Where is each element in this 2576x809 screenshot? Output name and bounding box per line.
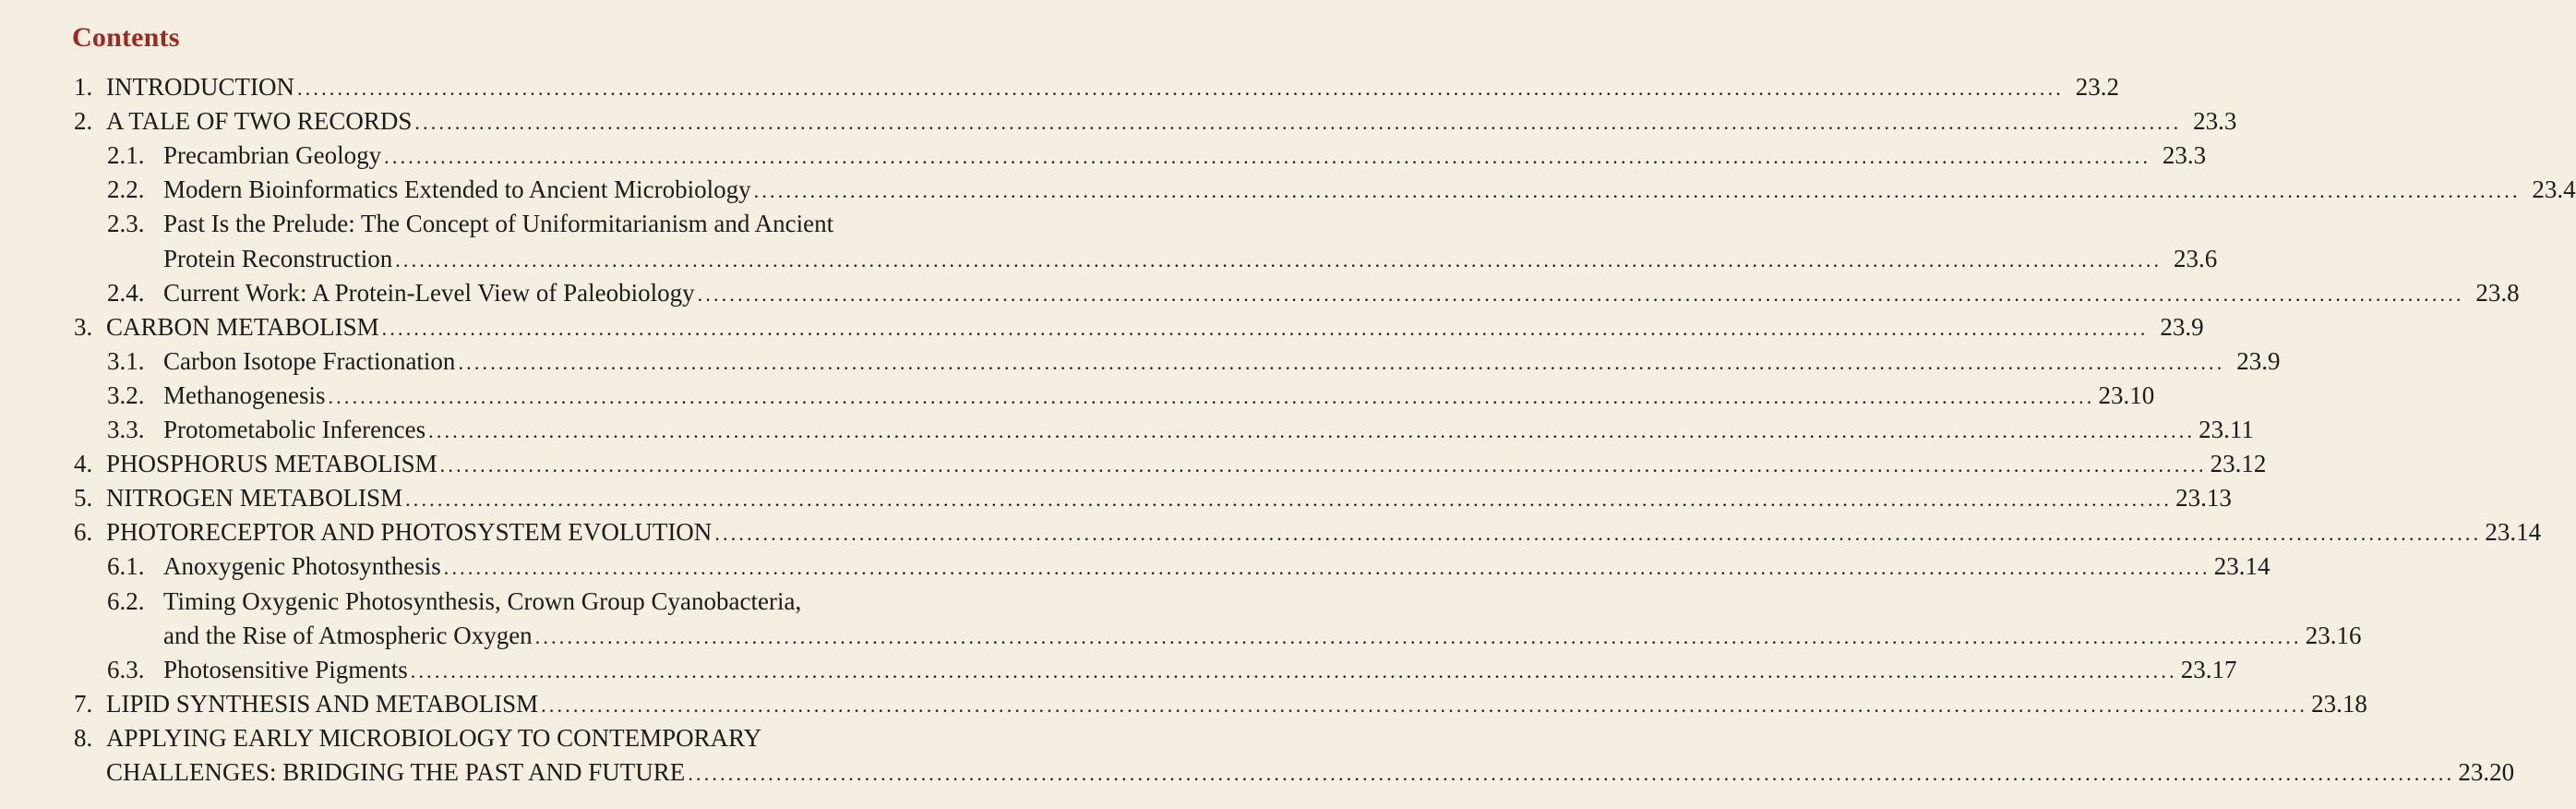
toc-page-number[interactable]: 23.14	[2213, 552, 2270, 581]
toc-entry-number: 6.1.	[107, 552, 145, 581]
toc-entry-title[interactable]: INTRODUCTION	[106, 73, 294, 101]
toc-page-number[interactable]: 23.17	[2180, 655, 2237, 683]
toc-entry-title[interactable]: PHOTORECEPTOR AND PHOTOSYSTEM EVOLUTION	[106, 518, 713, 547]
toc-entry[interactable]	[0, 139, 2207, 173]
toc-page-number[interactable]: 23.13	[2175, 484, 2232, 513]
toc-entry[interactable]	[0, 447, 2267, 481]
toc-entry-title-line1[interactable]: Timing Oxygenic Photosynthesis, Crown Group Cyanobacteria,	[163, 586, 802, 615]
toc-entry-title[interactable]: PHOSPHORUS METABOLISM	[106, 450, 437, 478]
toc-entry-number: 3.1.	[107, 346, 145, 375]
dot-leader: ............................................................................................................................................................................................................................	[296, 77, 2064, 100]
toc-entry-line1	[0, 721, 1108, 755]
toc-entry-title-line1[interactable]: Past Is the Prelude: The Concept of Uniformitarianism and Ancient	[163, 210, 834, 238]
toc-entry-number: 6.2.	[107, 586, 145, 615]
toc-entry-title[interactable]: CARBON METABOLISM	[106, 312, 379, 341]
toc-page-number[interactable]: 23.20	[2458, 758, 2515, 786]
toc-entry-number: 2.2.	[107, 175, 145, 204]
toc-entry-number: 3.3.	[107, 416, 145, 443]
dot-leader: ............................................................................................................................................................................................................................	[405, 488, 2173, 512]
dot-leader: ............................................................................................................................................................................................................................	[414, 111, 2182, 135]
toc-entry[interactable]	[0, 379, 2155, 413]
toc-page-number[interactable]: 23.6	[2173, 244, 2218, 272]
toc-entry-number: 6.3.	[107, 655, 145, 683]
dot-leader: ............................................................................................................................................................................................................................	[688, 762, 2455, 785]
toc-entry[interactable]	[0, 653, 2237, 687]
dot-leader: ............................................................................................................................................................................................................................	[428, 419, 2196, 442]
dot-leader: ............................................................................................................................................................................................................................	[328, 384, 2095, 408]
toc-entry-title[interactable]: Carbon Isotope Fractionation	[163, 346, 456, 375]
toc-entry-title[interactable]: Precambrian Geology	[163, 141, 382, 170]
toc-entry[interactable]	[0, 104, 2237, 139]
toc-entry-title[interactable]: and the Rise of Atmospheric Oxygen	[163, 621, 533, 649]
toc-entry[interactable]	[0, 173, 2576, 207]
contents-heading: Contents	[72, 22, 180, 53]
toc-entry-title[interactable]: Modern Bioinformatics Extended to Ancient Microbiology	[163, 175, 751, 204]
toc-entry-number: 2.1.	[107, 141, 145, 170]
toc-entry-title[interactable]: Protometabolic Inferences	[163, 416, 426, 443]
toc-entry[interactable]	[0, 310, 2204, 344]
toc-entry[interactable]	[0, 549, 2270, 584]
dot-leader: ............................................................................................................................................................................................................................	[384, 145, 2151, 169]
toc-entry-number: 1.	[74, 73, 93, 101]
toc-page-number[interactable]: 23.11	[2199, 416, 2254, 443]
toc-entry-title[interactable]: Protein Reconstruction	[163, 244, 393, 272]
toc-page-number[interactable]: 23.2	[2075, 73, 2119, 101]
toc-entry[interactable]	[0, 619, 2362, 653]
toc-entry-number: 4.	[74, 450, 93, 478]
dot-leader: ............................................................................................................................................................................................................................	[753, 179, 2521, 203]
toc-entry[interactable]	[0, 276, 2520, 310]
toc-entry-title[interactable]: NITROGEN METABOLISM	[106, 484, 403, 513]
toc-entry-number: 8.	[74, 723, 93, 752]
toc-page-number[interactable]: 23.9	[2236, 346, 2281, 375]
toc-page-number[interactable]: 23.3	[2193, 107, 2237, 136]
toc-page-number[interactable]: 23.10	[2098, 380, 2155, 409]
toc-page-number[interactable]: 23.4	[2532, 175, 2576, 204]
toc-entry-title-line1[interactable]: APPLYING EARLY MICROBIOLOGY TO CONTEMPORARY	[106, 723, 762, 752]
toc-entry-number: 3.2.	[107, 380, 145, 409]
toc-entry-title[interactable]: A TALE OF TWO RECORDS	[106, 107, 413, 136]
toc-entry-number: 2.	[74, 107, 93, 136]
toc-entry-number: 2.3.	[107, 210, 145, 238]
dot-leader: ............................................................................................................................................................................................................................	[697, 282, 2464, 306]
toc-entry[interactable]	[0, 515, 2542, 549]
toc-entry[interactable]	[0, 687, 2367, 721]
toc-page-number[interactable]: 23.12	[2210, 450, 2267, 478]
toc-page-number[interactable]: 23.3	[2162, 141, 2207, 170]
toc-entry-title[interactable]: LIPID SYNTHESIS AND METABOLISM	[106, 689, 539, 718]
dot-leader: ............................................................................................................................................................................................................................	[381, 316, 2149, 340]
toc-entry[interactable]	[0, 344, 2281, 379]
dot-leader: ............................................................................................................................................................................................................................	[541, 693, 2308, 717]
toc-entry-line1	[0, 207, 1108, 241]
toc-entry[interactable]	[0, 242, 2218, 276]
dot-leader: ............................................................................................................................................................................................................................	[410, 658, 2177, 682]
toc-page-number[interactable]: 23.16	[2305, 621, 2362, 649]
toc-entry-title[interactable]: Anoxygenic Photosynthesis	[163, 552, 441, 581]
dot-leader: ............................................................................................................................................................................................................................	[714, 522, 2482, 546]
toc-entry[interactable]	[0, 755, 2515, 790]
toc-entry-title[interactable]: Photosensitive Pigments	[163, 655, 408, 683]
toc-entry-number: 2.4.	[107, 278, 145, 307]
toc-entry-number: 5.	[74, 484, 93, 513]
toc-entry-line1	[0, 585, 1108, 619]
toc-entry[interactable]	[0, 413, 2254, 447]
dot-leader: ............................................................................................................................................................................................................................	[534, 624, 2302, 648]
dot-leader: ............................................................................................................................................................................................................................	[458, 350, 2225, 374]
toc-entry[interactable]	[0, 70, 2119, 104]
dot-leader: ............................................................................................................................................................................................................................	[443, 556, 2211, 580]
toc-entry[interactable]	[0, 481, 2232, 515]
toc-entry-title[interactable]: Current Work: A Protein-Level View of Paleobiology	[163, 278, 695, 307]
toc-page-number[interactable]: 23.8	[2475, 278, 2520, 307]
toc-page-number[interactable]: 23.9	[2160, 312, 2204, 341]
toc-entry-number: 7.	[74, 689, 93, 718]
toc-entry-title[interactable]: CHALLENGES: BRIDGING THE PAST AND FUTURE	[106, 758, 686, 786]
toc-entry-title[interactable]: Methanogenesis	[163, 380, 326, 409]
toc-entry-number: 3.	[74, 312, 93, 341]
dot-leader: ............................................................................................................................................................................................................................	[439, 453, 2207, 477]
dot-leader: ............................................................................................................................................................................................................................	[395, 248, 2163, 272]
toc-page-number[interactable]: 23.18	[2311, 689, 2367, 718]
toc-page-number[interactable]: 23.14	[2485, 518, 2542, 547]
toc-entry-number: 6.	[74, 518, 93, 547]
